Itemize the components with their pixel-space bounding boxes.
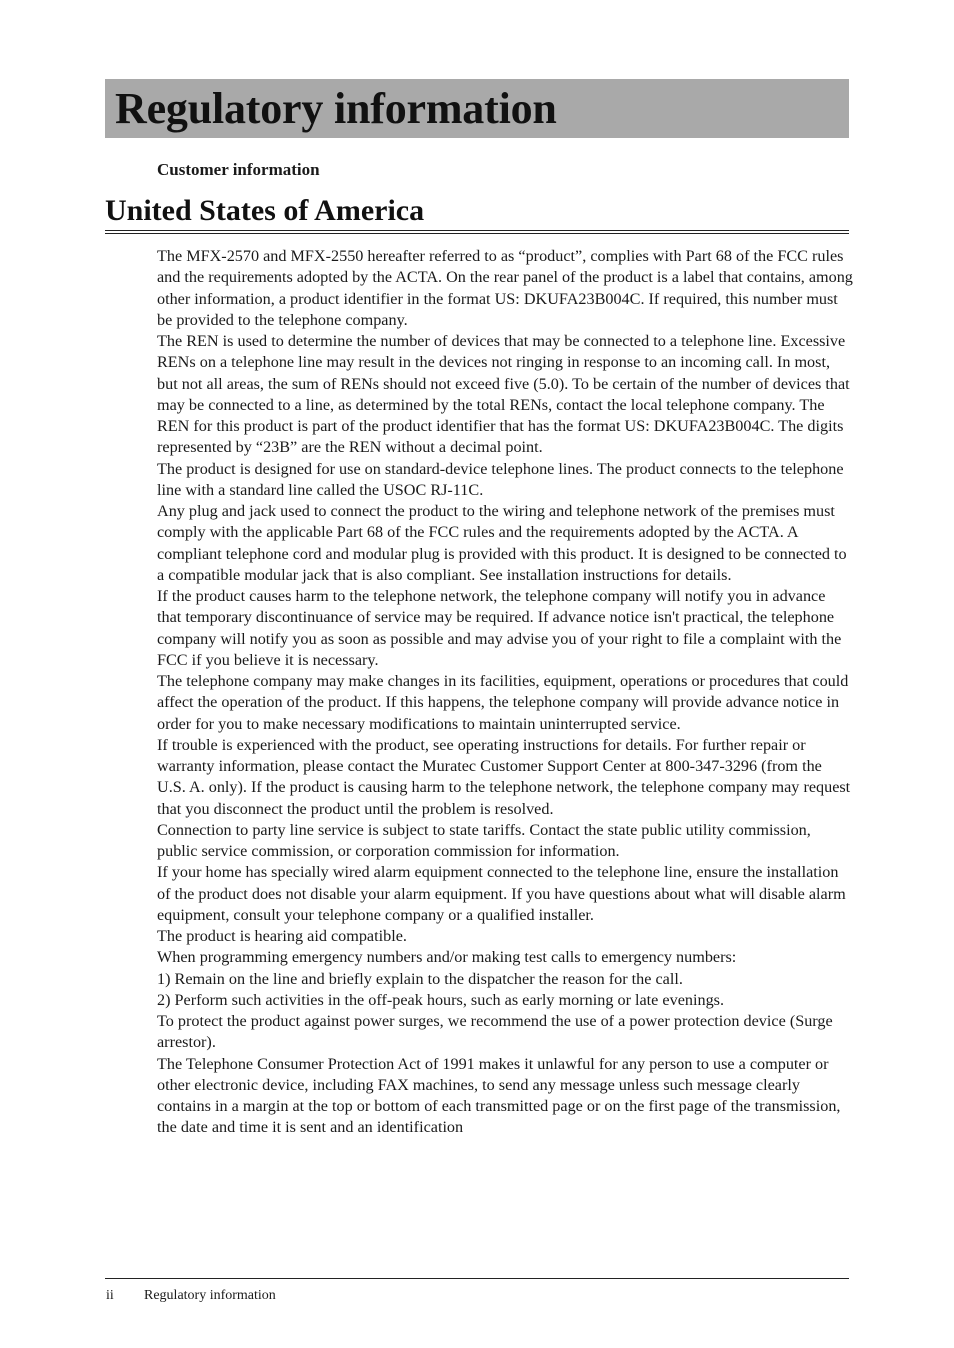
paragraph: The REN is used to determine the number of devices that may be connected to a telephone line. Excessive RENs on a telephone line may result in the devices not ringing in response to an incoming call. In most, but not all areas, the sum of RENs should not exceed five (5.0). To be certain of the number of devices that may be connected to a line, as determined by the total RENs, contact the local telephone company. The REN for this product is part of the product identifier that has the format US: DKUFA23B004C. The digits represented by “23B” are the REN without a decimal point.	[157, 332, 850, 457]
footer-divider	[105, 1278, 849, 1279]
paragraph: To protect the product against power surges, we recommend the use of a power protection device (Surge arrestor).	[157, 1012, 833, 1052]
paragraph: The telephone company may make changes in its facilities, equipment, operations or procedures that could affect the operation of the product. If this happens, the telephone company will provide advance notice in order for you to make necessary modifications to maintain uninterrupted service.	[157, 672, 849, 733]
paragraph: The MFX-2570 and MFX-2550 hereafter referred to as “product”, complies with Part 68 of the FCC rules and the requirements adopted by the ACTA. On the rear panel of the product is a label that contains, among other information, a product identifier in the format US: DKUFA23B004C. If required, this number must be provided to the telephone company.	[157, 247, 853, 329]
paragraph: When programming emergency numbers and/or making test calls to emergency numbers:	[157, 948, 737, 967]
paragraph: Any plug and jack used to connect the product to the wiring and telephone network of the premises must comply with the applicable Part 68 of the FCC rules and the requirements adopted by the ACTA. A compliant telephone cord and modular plug is provided with this product. It is designed to be connected to a compatible modular jack that is also compliant. See installation instructions for details.	[157, 502, 847, 584]
paragraph: If your home has specially wired alarm equipment connected to the telephone line, ensure the installation of the product does not disable your alarm equipment. If you have questions about what will disable alarm equipment, consult your telephone company or a qualified installer.	[157, 863, 846, 924]
section-divider	[105, 230, 849, 234]
paragraph: The product is hearing aid compatible.	[157, 927, 407, 945]
paragraph: If the product causes harm to the telephone network, the telephone company will notify you in advance that temporary discontinuance of service may be required. If advance notice isn't practical, the telephone company will notify you as soon as possible and may advise you of your right to file a complaint with the FCC if you believe it is necessary.	[157, 587, 842, 669]
paragraph: If trouble is experienced with the product, see operating instructions for details. For further repair or warranty information, please contact the Muratec Customer Support Center at 800-347-3296 (from the U.S. A. only). If the product is causing harm to the telephone network, the telephone company may request that you disconnect the product until the problem is resolved.	[157, 735, 851, 818]
body-text	[157, 246, 853, 1139]
footer-label: Regulatory information	[144, 1288, 276, 1303]
section-title: United States of America	[105, 194, 425, 227]
paragraph: Connection to party line service is subject to state tariffs. Contact the state public utility commission, public service commission, or corporation commission for information.	[157, 820, 811, 860]
paragraph: The product is designed for use on standard-device telephone lines. The product connects to the telephone line with a standard line called the USOC RJ-11C.	[157, 459, 844, 499]
paragraph: 2) Perform such activities in the off-peak hours, such as early morning or late evenings.	[157, 990, 725, 1009]
page-title: Regulatory information	[115, 84, 557, 133]
paragraph: The Telephone Consumer Protection Act of 1991 makes it unlawful for any person to use a computer or other electronic device, including FAX machines, to send any message unless such message clearly contains in a margin at the top or bottom of each transmitted page or on the first page of the transmission, the date and time it is sent and an identification	[157, 1054, 841, 1137]
page-title-bar	[105, 79, 849, 138]
paragraph: 1) Remain on the line and briefly explain to the dispatcher the reason for the call.	[157, 969, 683, 988]
page-number: ii	[106, 1288, 114, 1303]
customer-information-heading: Customer information	[157, 160, 320, 179]
